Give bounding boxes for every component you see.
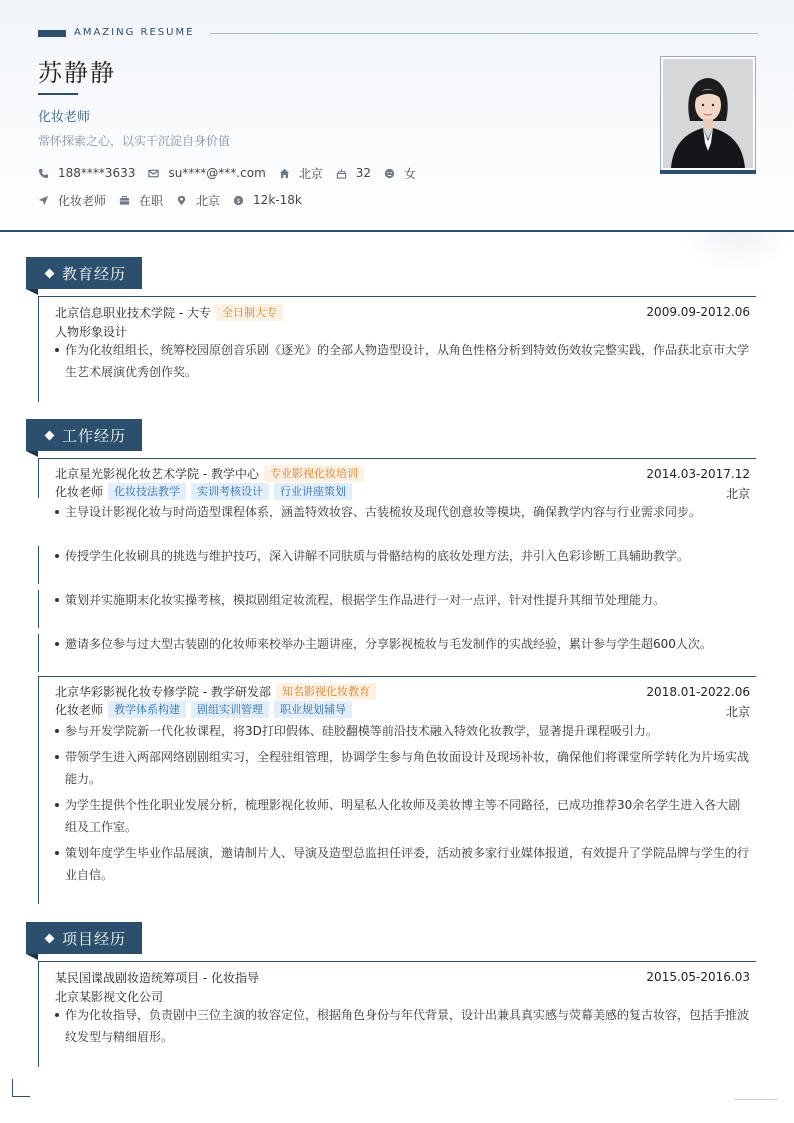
age-value: 32 xyxy=(355,166,372,180)
intent-status xyxy=(119,192,163,209)
education-school xyxy=(55,304,283,321)
work-date: 2014.03-2017.12 xyxy=(646,467,750,481)
project-company: 北京某影视文化公司 xyxy=(55,990,164,1004)
intent-position xyxy=(38,192,106,209)
skill-tag: 职业规划辅导 xyxy=(274,701,352,718)
contact-phone xyxy=(38,166,135,180)
work-company-tag: 知名影视化妆教育 xyxy=(276,683,376,700)
intent-salary xyxy=(233,193,302,207)
section-work-header xyxy=(26,419,142,451)
contact-gender xyxy=(384,165,416,182)
work-bullet xyxy=(55,794,753,838)
cake-icon xyxy=(336,168,347,179)
work-company xyxy=(55,683,376,700)
job-title: 化妆老师 xyxy=(38,110,91,125)
skill-tag: 行业讲座策划 xyxy=(274,483,352,500)
entry-rail xyxy=(38,634,39,672)
entry-rail xyxy=(38,590,39,628)
entry-rail xyxy=(38,546,39,584)
face-icon xyxy=(384,168,395,179)
svg-text:$: $ xyxy=(236,196,241,205)
bullet-line: 策划年度学生毕业作品展演，邀请制片人、导演及造型总监担任评委，活动被多家行业媒体报道，有效提升了学院品牌与学生的行 xyxy=(65,846,750,860)
city-value: 北京 xyxy=(298,166,323,181)
entry-rail xyxy=(38,676,39,904)
section-projects-header xyxy=(26,922,142,954)
bullet-line: 生艺术展演优秀创作奖。 xyxy=(65,365,198,379)
salary-value: 12k-18k xyxy=(253,193,302,207)
intent-city xyxy=(176,192,220,209)
work-bullet xyxy=(55,746,753,790)
work-bullet: 传授学生化妆刷具的挑选与维护技巧，深入讲解不同肤质与骨骼结构的底妆处理方法，并引入色彩诊断工具辅助教学。 xyxy=(55,545,753,567)
brand-row xyxy=(38,27,758,41)
skill-tag: 剧组实训管理 xyxy=(191,701,269,718)
work-date: 2018.01-2022.06 xyxy=(646,685,750,699)
brand-bar xyxy=(38,30,66,37)
brand-text: AMAZING RESUME xyxy=(74,27,195,38)
candidate-name: 苏静静 xyxy=(38,59,116,87)
work-role-row xyxy=(55,701,352,718)
profile-photo-frame xyxy=(660,56,756,174)
work-company-label: 北京华彩影视化妆专修学院 - 教学研发部 xyxy=(55,685,271,699)
diamond-icon xyxy=(45,430,55,440)
entry-rail xyxy=(38,296,39,402)
work-company xyxy=(55,465,364,482)
skill-tag: 实训考核设计 xyxy=(191,483,269,500)
work-bullet: 邀请多位参与过大型古装剧的化妆师来校举办主题讲座，分享影视梳妆与毛发制作的实战经验，累计参与学生超600人次。 xyxy=(55,633,753,655)
bullet-line: 能力。 xyxy=(65,772,102,786)
send-icon xyxy=(38,195,49,206)
photo-accent-bar xyxy=(660,170,756,174)
bullet-line: 为学生提供个性化职业发展分析，梳理影视化妆师、明星私人化妆师及美妆博主等不同路径，已成功推荐30余名学生进入各大剧 xyxy=(65,798,741,812)
project-date: 2015.05-2016.03 xyxy=(646,970,750,984)
header-shadow xyxy=(680,232,794,272)
education-bullet xyxy=(55,339,753,383)
bullet-line: 业自信。 xyxy=(65,868,114,882)
entry-rail xyxy=(38,458,39,498)
contact-email xyxy=(148,166,265,180)
work-entry xyxy=(38,458,756,676)
section-education-title: 教育经历 xyxy=(62,264,127,283)
mail-icon xyxy=(148,168,159,179)
intent-city-value: 北京 xyxy=(196,193,221,208)
brand-divider xyxy=(210,33,758,34)
work-location: 北京 xyxy=(725,487,750,501)
section-fold-corner xyxy=(26,954,38,960)
name-underline xyxy=(38,93,78,95)
bullet-line: 作为化妆指导，负责剧中三位主演的妆容定位，根据角色身份与年代背景，设计出兼具真实感与荧幕美感的复古妆容，包括手推波 xyxy=(65,1008,750,1022)
diamond-icon xyxy=(45,933,55,943)
section-fold-corner xyxy=(26,289,38,295)
bullet-line: 作为化妆组组长，统筹校园原创音乐剧《逐光》的全部人物造型设计，从角色性格分析到特效伤效妆完整实践，作品获北京市大学 xyxy=(65,343,750,357)
section-fold-corner xyxy=(26,451,38,457)
work-company-label: 北京星光影视化妆艺术学院 - 教学中心 xyxy=(55,467,259,481)
position-value: 化妆老师 xyxy=(58,193,107,208)
contact-age xyxy=(336,166,371,180)
diamond-icon xyxy=(45,268,55,278)
intent-row xyxy=(38,192,315,208)
phone-value: 188****3633 xyxy=(58,166,136,180)
contact-city xyxy=(279,165,323,182)
education-major: 人物形象设计 xyxy=(55,325,128,339)
bullet-line: 组及工作室。 xyxy=(65,820,138,834)
project-bullet xyxy=(55,1004,753,1048)
page-corner-mark xyxy=(12,1079,30,1097)
work-bullet: 策划并实施期末化妆实操考核，模拟剧组定妆流程，根据学生作品进行一对一点评，针对性提升其细节处理能力。 xyxy=(55,589,753,611)
section-work-title: 工作经历 xyxy=(62,426,127,445)
project-entry xyxy=(38,961,756,1067)
education-entry xyxy=(38,296,756,402)
briefcase-icon xyxy=(119,195,130,206)
section-education-header xyxy=(26,257,142,289)
gender-value: 女 xyxy=(404,166,417,181)
portrait-illustration xyxy=(663,59,753,168)
work-bullet xyxy=(55,842,753,886)
project-title: 某民国谍战剧妆造统筹项目 - 化妆指导 xyxy=(55,971,259,985)
education-date: 2009.09-2012.06 xyxy=(646,305,750,319)
work-entry xyxy=(38,676,756,904)
section-projects-title: 项目经历 xyxy=(62,929,127,948)
resume-header xyxy=(0,0,794,232)
pin-icon xyxy=(176,195,187,206)
skill-tag: 化妆技法教学 xyxy=(108,483,186,500)
coin-icon xyxy=(233,195,244,206)
entry-rail xyxy=(38,961,39,1067)
education-type-tag: 全日制大专 xyxy=(216,304,283,321)
work-location: 北京 xyxy=(725,705,750,719)
work-role: 化妆老师 xyxy=(55,703,104,717)
work-bullet: 参与开发学院新一代化妆课程，将3D打印假体、硅胶翻模等前沿技术融入特效化妆教学，显著提升课程吸引力。 xyxy=(55,720,753,742)
bullet-line: 纹发型与精细眉形。 xyxy=(65,1030,174,1044)
home-icon xyxy=(279,168,290,179)
work-role: 化妆老师 xyxy=(55,485,104,499)
status-value: 在职 xyxy=(139,193,164,208)
contact-row xyxy=(38,165,429,181)
bullet-line: 带领学生进入两部网络剧剧组实习，全程驻组管理，协调学生参与角色妆面设计及现场补妆，确保他们将课堂所学转化为片场实战 xyxy=(65,750,750,764)
skill-tag: 教学体系构建 xyxy=(108,701,186,718)
education-school-label: 北京信息职业技术学院 - 大专 xyxy=(55,306,211,320)
phone-icon xyxy=(38,168,49,179)
profile-photo xyxy=(663,59,753,168)
email-value: su****@***.com xyxy=(168,166,266,180)
motto: 常怀探索之心，以实干沉淀自身价值 xyxy=(38,134,231,148)
work-role-row xyxy=(55,483,352,500)
page-footer-line xyxy=(734,1099,778,1100)
work-company-tag: 专业影视化妆培训 xyxy=(264,465,364,482)
work-bullet: 主导设计影视化妆与时尚造型课程体系，涵盖特效妆容、古装梳妆及现代创意妆等模块，确保教学内容与行业需求同步。 xyxy=(55,501,753,523)
